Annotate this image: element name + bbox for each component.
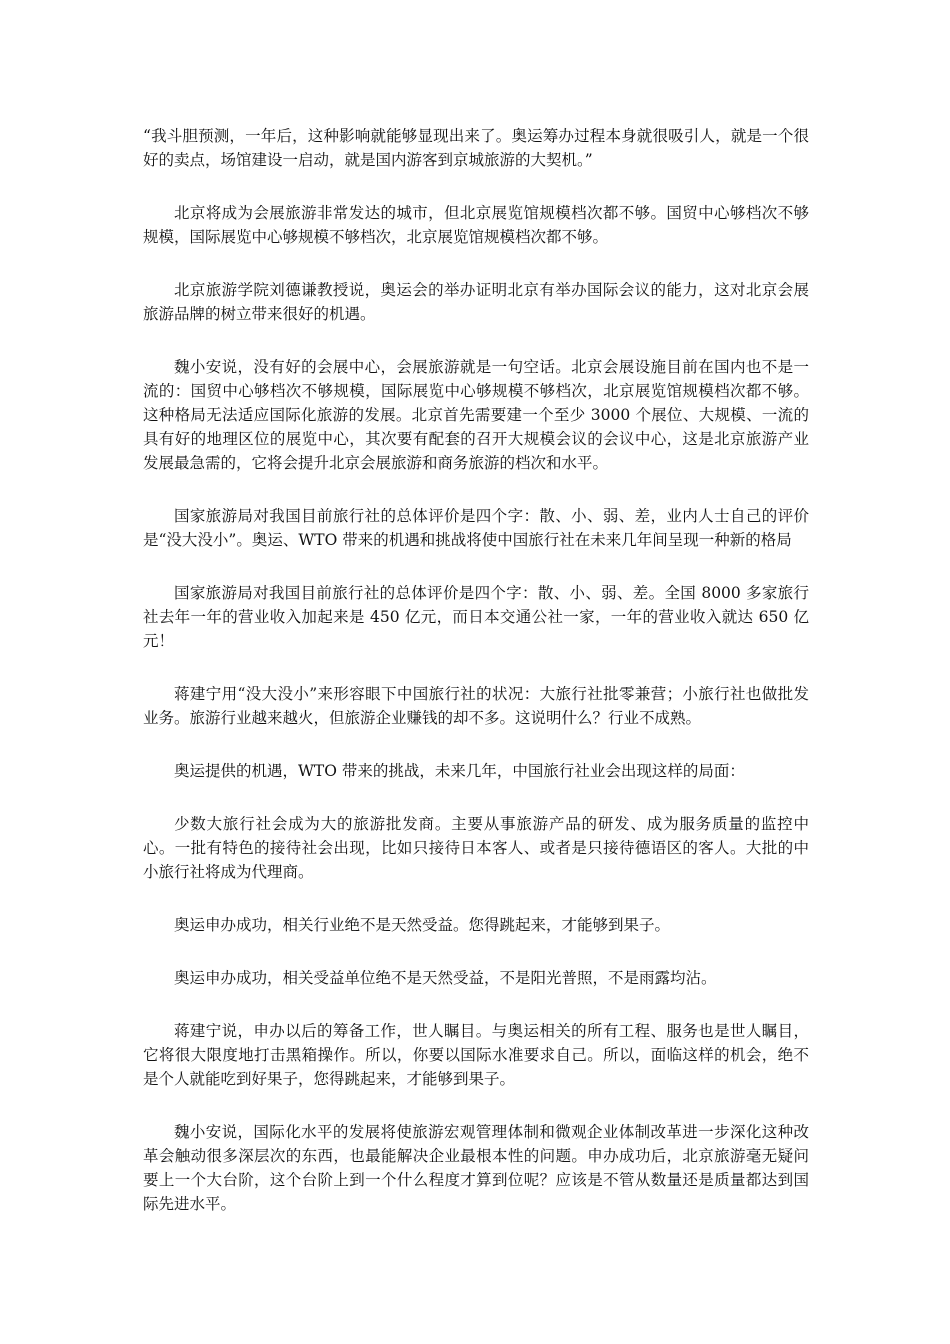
article-body bbox=[143, 124, 809, 1245]
paragraph: 少数大旅行社会成为大的旅游批发商。主要从事旅游产品的研发、成为服务质量的监控中心。一批有特色的接待社会出现，比如只接待日本客人、或者是只接待德语区的客人。大批的中小旅行社将成为代理商。 bbox=[143, 815, 809, 881]
paragraph: 奥运提供的机遇，WTO 带来的挑战，未来几年，中国旅行社业会出现这样的局面： bbox=[174, 762, 745, 780]
paragraph: 魏小安说，国际化水平的发展将使旅游宏观管理体制和微观企业体制改革进一步深化这种改革会触动很多深层次的东西，也最能解决企业最根本性的问题。申办成功后，北京旅游毫无疑问要上一个大台阶，这个台阶上到一个什么程度才算到位呢？应该是不管从数量还是质量都达到国际先进水平。 bbox=[143, 1123, 809, 1213]
paragraph: 奥运申办成功，相关行业绝不是天然受益。您得跳起来，才能够到果子。 bbox=[174, 916, 671, 934]
paragraph: 蒋建宁说，申办以后的筹备工作，世人瞩目。与奥运相关的所有工程、服务也是世人瞩目，它将很大限度地打击黑箱操作。所以，你要以国际水准要求自己。所以，面临这样的机会，绝不是个人就能吃到好果子，您得跳起来，才能够到果子。 bbox=[143, 1022, 809, 1088]
paragraph: 蒋建宁用“没大没小”来形容眼下中国旅行社的状况：大旅行社批零兼营；小旅行社也做批发业务。旅游行业越来越火，但旅游企业赚钱的却不多。这说明什么？行业不成熟。 bbox=[143, 685, 809, 727]
paragraph: 奥运申办成功，相关受益单位绝不是天然受益，不是阳光普照，不是雨露均沾。 bbox=[174, 969, 717, 987]
paragraph: 国家旅游局对我国目前旅行社的总体评价是四个字：散、小、弱、差，业内人士自己的评价是“没大没小”。奥运、WTO 带来的机遇和挑战将使中国旅行社在未来几年间呈现一种新的格局 bbox=[143, 507, 809, 549]
paragraph: “我斗胆预测，一年后，这种影响就能够显现出来了。奥运筹办过程本身就很吸引人，就是一个很好的卖点，场馆建设一启动，就是国内游客到京城旅游的大契机。” bbox=[143, 127, 809, 169]
paragraph: 魏小安说，没有好的会展中心，会展旅游就是一句空话。北京会展设施目前在国内也不是一流的：国贸中心够档次不够规模，国际展览中心够规模不够档次，北京展览馆规模档次都不够。这种格局无法适应国际化旅游的发展。北京首先需要建一个至少 3000 个展位、大规模、一流的具有好的地理区位的展览中心，其次要有配套的召开大规模会议的会议中心，这是北京旅游产业发展最急需的，它将会提升北京会展旅游和商务旅游的档次和水平。 bbox=[143, 358, 809, 472]
paragraph: 北京将成为会展旅游非常发达的城市，但北京展览馆规模档次都不够。国贸中心够档次不够规模，国际展览中心够规模不够档次，北京展览馆规模档次都不够。 bbox=[143, 204, 809, 246]
paragraph: 北京旅游学院刘德谦教授说，奥运会的举办证明北京有举办国际会议的能力，这对北京会展旅游品牌的树立带来很好的机遇。 bbox=[143, 281, 809, 323]
paragraph: 国家旅游局对我国目前旅行社的总体评价是四个字：散、小、弱、差。全国 8000 多家旅行社去年一年的营业收入加起来是 450 亿元，而日本交通公社一家，一年的营业收入就达 650 亿元！ bbox=[143, 584, 809, 650]
